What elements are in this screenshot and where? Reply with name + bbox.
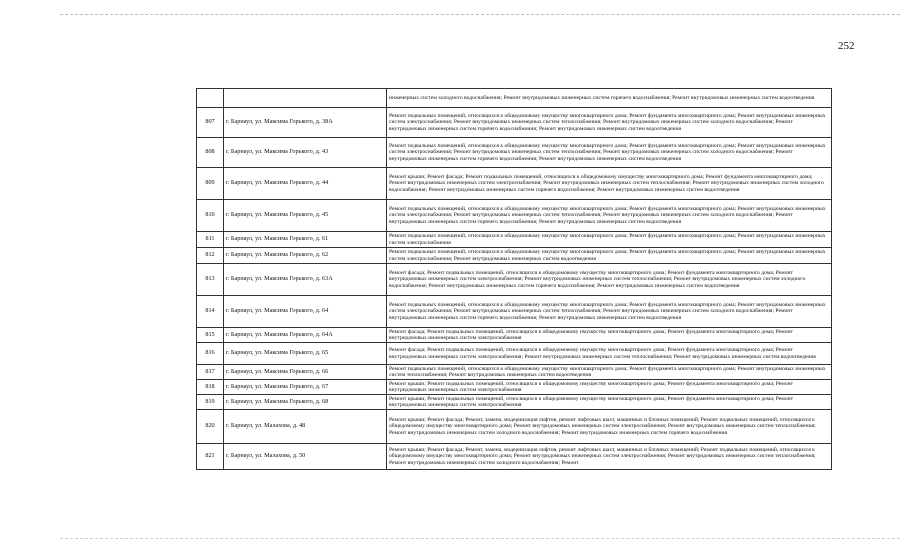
row-number: 819	[197, 395, 224, 410]
row-works: Ремонт крыши; Ремонт фасада; Ремонт, замена, модернизация лифтов, ремонт лифтовых шахт, машинных и блочных помещений; Ремонт подвальных помещений, относящихся к общедомовому имуществу многоквартирного дома; Ремонт внутридомовых инженерных систем электроснабжения; Ремонт внутридомовых инженерных систем теплоснабжения; Ремонт внутридомовых инженерных систем холодного водоснабжения; Ремонт внутридомовых инженерных систем горячего водоснабжения	[387, 410, 832, 444]
row-works: Ремонт подвальных помещений, относящихся к общедомовому имуществу многоквартирного дома; Ремонт фундамента многоквартирного дома; Ремонт внутридомовых инженерных систем электроснабжения; Ремонт внутридомовых инженерных систем водоотведения	[387, 248, 832, 264]
page-number: 252	[838, 40, 855, 52]
table-row	[197, 200, 832, 232]
table-row	[197, 248, 832, 264]
row-works: Ремонт подвальных помещений, относящихся к общедомовому имуществу многоквартирного дома; Ремонт фундамента многоквартирного дома; Ремонт внутридомовых инженерных систем электроснабжения; Ремонт внутридомовых инженерных систем теплоснабжения; Ремонт внутридомовых инженерных систем холодного водоснабжения; Ремонт внутридомовых инженерных систем горячего водоснабжения; Ремонт внутридомовых инженерных систем водоотведения	[387, 138, 832, 168]
table-row	[197, 89, 832, 108]
row-works: Ремонт фасада; Ремонт подвальных помещений, относящихся к общедомовому имуществу многоквартирного дома; Ремонт фундамента многоквартирного дома; Ремонт внутридомовых инженерных систем электроснабжения; Ремонт внутридомовых инженерных систем теплоснабжения; Ремонт внутридомовых инженерных систем водоотведения	[387, 343, 832, 365]
row-address: г. Барнаул, ул. Максима Горького, д. 67	[224, 380, 387, 395]
table-row	[197, 138, 832, 168]
table-row	[197, 380, 832, 395]
row-works: инженерных систем холодного водоснабжения; Ремонт внутридомовых инженерных систем горячего водоснабжения; Ремонт внутридомовых инженерных систем водоотведения	[387, 89, 832, 108]
row-works: Ремонт подвальных помещений, относящихся к общедомовому имуществу многоквартирного дома; Ремонт фундамента многоквартирного дома; Ремонт внутридомовых инженерных систем электроснабжения; Ремонт внутридомовых инженерных систем теплоснабжения; Ремонт внутридомовых инженерных систем холодного водоснабжения; Ремонт внутридомовых инженерных систем горячего водоснабжения; Ремонт внутридомовых инженерных систем водоотведения	[387, 200, 832, 232]
table-row	[197, 444, 832, 470]
row-number: 812	[197, 248, 224, 264]
repair-table	[196, 88, 832, 470]
row-number: 817	[197, 365, 224, 380]
row-number: 808	[197, 138, 224, 168]
row-number: 807	[197, 108, 224, 138]
row-works: Ремонт подвальных помещений, относящихся к общедомовому имуществу многоквартирного дома; Ремонт фундамента многоквартирного дома; Ремонт внутридомовых инженерных систем электроснабжения	[387, 232, 832, 248]
table-row	[197, 232, 832, 248]
row-number: 811	[197, 232, 224, 248]
table-row	[197, 168, 832, 200]
row-address: г. Барнаул, ул. Максима Горького, д. 68	[224, 395, 387, 410]
row-number: 821	[197, 444, 224, 470]
row-address: г. Барнаул, ул. Максима Горького, д. 44	[224, 168, 387, 200]
row-number	[197, 89, 224, 108]
row-works: Ремонт подвальных помещений, относящихся к общедомовому имуществу многоквартирного дома; Ремонт фундамента многоквартирного дома; Ремонт внутридомовых инженерных систем электроснабжения; Ремонт внутридомовых инженерных систем теплоснабжения; Ремонт внутридомовых инженерных систем холодного водоснабжения; Ремонт внутридомовых инженерных систем горячего водоснабжения; Ремонт внутридомовых инженерных систем водоотведения	[387, 296, 832, 328]
table-row	[197, 365, 832, 380]
table-body	[197, 89, 832, 470]
row-address: г. Барнаул, ул. Максима Горького, д. 64	[224, 296, 387, 328]
row-works: Ремонт крыши; Ремонт подвальных помещений, относящихся к общедомовому имуществу многоквартирного дома; Ремонт фундамента многоквартирного дома; Ремонт внутридомовых инженерных систем электроснабжения	[387, 395, 832, 410]
row-number: 809	[197, 168, 224, 200]
row-number: 810	[197, 200, 224, 232]
scan-edge-bottom	[60, 538, 900, 539]
row-number: 816	[197, 343, 224, 365]
row-works: Ремонт подвальных помещений, относящихся к общедомовому имуществу многоквартирного дома; Ремонт фундамента многоквартирного дома; Ремонт внутридомовых инженерных систем электроснабжения; Ремонт внутридомовых инженерных систем теплоснабжения; Ремонт внутридомовых инженерных систем холодного водоснабжения; Ремонт внутридомовых инженерных систем горячего водоснабжения; Ремонт внутридомовых инженерных систем водоотведения	[387, 108, 832, 138]
row-address	[224, 89, 387, 108]
row-address: г. Барнаул, ул. Малахова, д. 50	[224, 444, 387, 470]
row-works: Ремонт крыши; Ремонт подвальных помещений, относящихся к общедомовому имуществу многоквартирного дома; Ремонт фундамента многоквартирного дома; Ремонт внутридомовых инженерных систем электроснабжения	[387, 380, 832, 395]
row-number: 814	[197, 296, 224, 328]
row-number: 818	[197, 380, 224, 395]
row-address: г. Барнаул, ул. Максима Горького, д. 65	[224, 343, 387, 365]
row-address: г. Барнаул, ул. Малахова, д. 48	[224, 410, 387, 444]
row-address: г. Барнаул, ул. Максима Горького, д. 62	[224, 248, 387, 264]
row-number: 813	[197, 264, 224, 296]
row-number: 815	[197, 328, 224, 343]
scan-edge-top	[60, 14, 900, 15]
table-row	[197, 395, 832, 410]
table-row	[197, 328, 832, 343]
row-address: г. Барнаул, ул. Максима Горького, д. 38А	[224, 108, 387, 138]
table-row	[197, 343, 832, 365]
table-row	[197, 296, 832, 328]
row-works: Ремонт крыши; Ремонт фасада; Ремонт, замена, модернизация лифтов, ремонт лифтовых шахт, машинных и блочных помещений; Ремонт подвальных помещений, относящихся к общедомовому имуществу многоквартирного дома; Ремонт внутридомовых инженерных систем электроснабжения; Ремонт внутридомовых инженерных систем теплоснабжения; Ремонт внутридомовых инженерных систем холодного водоснабжения; Ремонт	[387, 444, 832, 470]
row-number: 820	[197, 410, 224, 444]
row-works: Ремонт фасада; Ремонт подвальных помещений, относящихся к общедомовому имуществу многоквартирного дома; Ремонт фундамента многоквартирного дома; Ремонт внутридомовых инженерных систем электроснабжения; Ремонт внутридомовых инженерных систем теплоснабжения; Ремонт внутридомовых инженерных систем холодного водоснабжения; Ремонт внутридомовых инженерных систем горячего водоснабжения; Ремонт внутридомовых инженерных систем водоотведения	[387, 264, 832, 296]
row-address: г. Барнаул, ул. Максима Горького, д. 66	[224, 365, 387, 380]
row-address: г. Барнаул, ул. Максима Горького, д. 61	[224, 232, 387, 248]
table-row	[197, 264, 832, 296]
row-works: Ремонт фасада; Ремонт подвальных помещений, относящихся к общедомовому имуществу многоквартирного дома; Ремонт фундамента многоквартирного дома; Ремонт внутридомовых инженерных систем электроснабжения	[387, 328, 832, 343]
row-works: Ремонт подвальных помещений, относящихся к общедомовому имуществу многоквартирного дома; Ремонт фундамента многоквартирного дома; Ремонт внутридомовых инженерных систем теплоснабжения; Ремонт внутридомовых инженерных систем водоотведения	[387, 365, 832, 380]
table-row	[197, 108, 832, 138]
row-address: г. Барнаул, ул. Максима Горького, д. 43	[224, 138, 387, 168]
row-address: г. Барнаул, ул. Максима Горького, д. 63А	[224, 264, 387, 296]
row-address: г. Барнаул, ул. Максима Горького, д. 64А	[224, 328, 387, 343]
table-row	[197, 410, 832, 444]
row-works: Ремонт крыши; Ремонт фасада; Ремонт подвальных помещений, относящихся к общедомовому имуществу многоквартирного дома; Ремонт фундамента многоквартирного дома; Ремонт внутридомовых инженерных систем электроснабжения; Ремонт внутридомовых инженерных систем теплоснабжения; Ремонт внутридомовых инженерных систем холодного водоснабжения; Ремонт внутридомовых инженерных систем горячего водоснабжения; Ремонт внутридомовых инженерных систем водоотведения	[387, 168, 832, 200]
row-address: г. Барнаул, ул. Максима Горького, д. 45	[224, 200, 387, 232]
